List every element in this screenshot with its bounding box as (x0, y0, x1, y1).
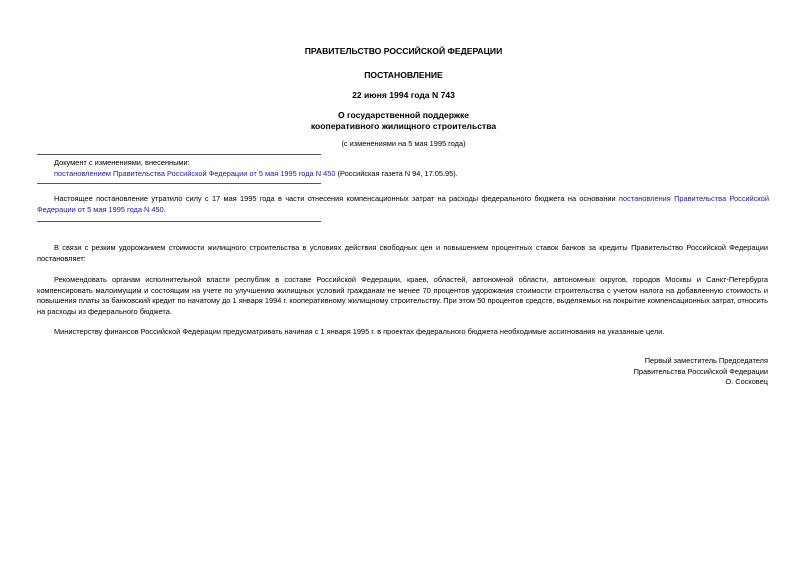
amendment-link[interactable]: постановлением Правительства Российской Федерации от 5 мая 1995 года N 450 (54, 168, 336, 178)
amendment-source: (Российская газета N 94, 17.05.95). (335, 168, 458, 178)
divider (37, 221, 321, 222)
paragraph-2: Рекомендовать органам исполнительной власти республик в составе Российской Федерации, краев, областей, автономной области, автономных округов, городов Москвы и Санкт-Петербурга компенсировать малоимущим и состоящим на учете по улучшению жилищных условий гражданам не менее 70 процентов удорожания стоимости строительства с учетом налога на добавленную стоимость и повышения платы за банковский кредит по начатому до 1 января 1994 г. кооперативному жилищному строительству. При этом 50 процентов средств, выделяемых на покрытие компенсационных затрат, относить на расходы из федерального бюджета. (37, 275, 768, 317)
paragraph-3: Министерству финансов Российской Федерации предусматривать начиная с 1 января 1995 г. в проектах федерального бюджета необходимые ассигнования на указанные цели. (54, 327, 665, 336)
signature-name: О. Сосковец (725, 377, 768, 387)
signature-block (634, 356, 768, 388)
signature-position-1: Первый заместитель Председателя (644, 356, 768, 365)
validity-end: . (163, 204, 166, 214)
amendment-note: (с изменениями на 5 мая 1995 года) (341, 139, 466, 148)
title-line-2: кооперативного жилищного строительства (310, 121, 497, 131)
amendments-block (54, 158, 754, 179)
document-type: ПОСТАНОВЛЕНИЕ (364, 70, 443, 80)
validity-link[interactable]: постановления Правительства Российской Федерации от 5 мая 1995 года N 450 (37, 194, 769, 214)
amendments-intro: Документ с изменениями, внесенными: (54, 158, 190, 167)
date-and-number: 22 июня 1994 года N 743 (352, 90, 455, 100)
title-line-1: О государственной поддержке (337, 110, 470, 120)
amendments-line (54, 169, 754, 180)
government-heading: ПРАВИТЕЛЬСТВО РОССИЙСКОЙ ФЕДЕРАЦИИ (304, 46, 503, 56)
validity-note (37, 194, 769, 215)
validity-text: Настоящее постановление утратило силу с 17 мая 1995 года в части отнесения компенсационных затрат на расходы федерального бюджета на основании (54, 194, 619, 203)
divider (37, 183, 321, 184)
signature-position-2: Правительства Российской Федерации (633, 366, 768, 376)
divider (37, 154, 321, 155)
paragraph-1: В связи с резким удорожанием стоимости жилищного строительства в условиях действия свободных цен и повышением процентных ставок банков за кредиты Правительство Российской Федерации постановляет: (37, 243, 768, 263)
